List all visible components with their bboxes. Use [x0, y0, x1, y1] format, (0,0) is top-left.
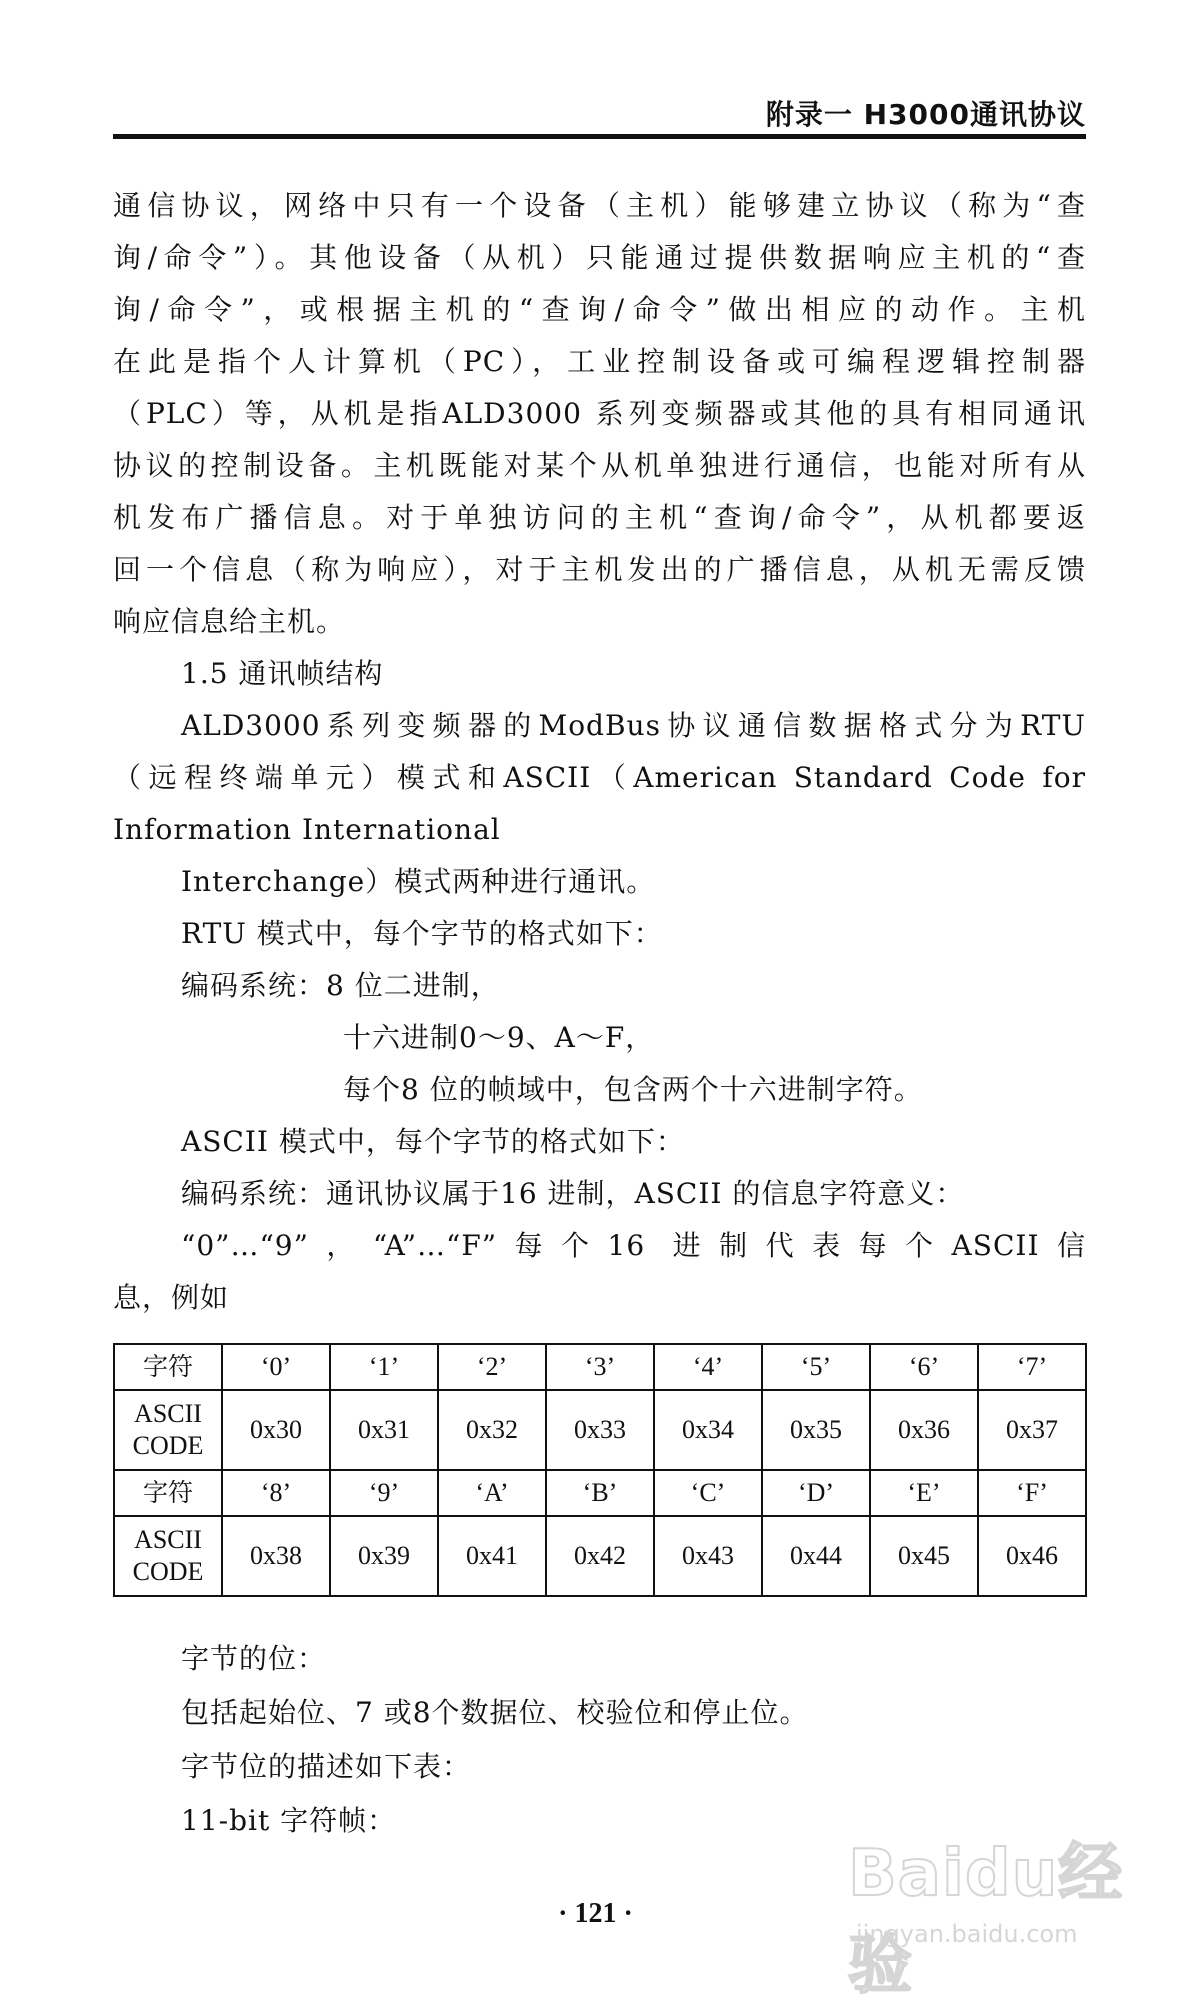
table-cell: ‘0’ — [222, 1344, 330, 1390]
row-label-code-line1: ASCII — [134, 1399, 202, 1428]
text-line: 询/命令”）。其他设备（从机）只能通过提供数据响应主机的“查 — [113, 241, 1086, 274]
table-cell: ‘5’ — [762, 1344, 870, 1390]
after-table-text — [113, 1632, 1086, 1848]
table-row — [114, 1516, 1086, 1596]
table-cell: ‘4’ — [654, 1344, 762, 1390]
text-line: 机发布广播信息。对于单独访问的主机“查询/命令”，从机都要返 — [113, 501, 1086, 534]
table-cell: ‘8’ — [222, 1470, 330, 1516]
text-line: （PLC）等，从机是指ALD3000 系列变频器或其他的具有相同通讯 — [113, 397, 1086, 430]
table-cell: 0x37 — [978, 1390, 1086, 1470]
row-label-char: 字符 — [114, 1470, 222, 1516]
table-cell: 0x34 — [654, 1390, 762, 1470]
table-cell: 0x33 — [546, 1390, 654, 1470]
table-cell: ‘A’ — [438, 1470, 546, 1516]
row-label-code-line2: CODE — [132, 1557, 204, 1586]
page-number: · 121 · — [558, 1898, 633, 1929]
table-cell: ‘1’ — [330, 1344, 438, 1390]
running-header — [113, 84, 1086, 132]
baidu-watermark — [848, 1822, 1178, 2003]
text-line: 询/命令”，或根据主机的“查询/命令”做出相应的动作。主机 — [113, 293, 1086, 326]
row-label-code — [114, 1516, 222, 1596]
rtu-coding: 编码系统：8 位二进制， — [181, 969, 500, 1002]
rtu-field: 每个8 位的帧域中，包含两个十六进制字符。 — [343, 1073, 923, 1106]
table-cell: 0x39 — [330, 1516, 438, 1596]
table-cell: 0x35 — [762, 1390, 870, 1470]
table-cell: ‘E’ — [870, 1470, 978, 1516]
table-row — [114, 1470, 1086, 1516]
table-cell: 0x45 — [870, 1516, 978, 1596]
ascii-example-cont: 息，例如 — [113, 1281, 230, 1314]
text-line: 在此是指个人计算机（PC），工业控制设备或可编程逻辑控制器 — [113, 345, 1086, 378]
table-cell: ‘C’ — [654, 1470, 762, 1516]
text-line: 回一个信息（称为响应），对于主机发出的广播信息，从机无需反馈 — [113, 553, 1086, 586]
table-cell: 0x46 — [978, 1516, 1086, 1596]
table-cell: ‘F’ — [978, 1470, 1086, 1516]
row-label-char: 字符 — [114, 1344, 222, 1390]
text-line: （远程终端单元）模式和ASCII（American Standard Code for — [113, 761, 1086, 794]
table-cell: ‘3’ — [546, 1344, 654, 1390]
table-cell: 0x30 — [222, 1390, 330, 1470]
section-heading: 1.5 通讯帧结构 — [181, 657, 384, 690]
table-cell: ‘2’ — [438, 1344, 546, 1390]
ascii-example: “0”…“9”，“A”…“F”每个16 进制代表每个ASCII信 — [181, 1229, 1086, 1262]
main-text — [113, 180, 1086, 1324]
ascii-coding: 编码系统：通讯协议属于16 进制，ASCII 的信息字符意义： — [181, 1177, 965, 1210]
text-line: 11-bit 字符帧： — [181, 1804, 397, 1837]
table-cell: 0x42 — [546, 1516, 654, 1596]
table-cell: ‘7’ — [978, 1344, 1086, 1390]
table-cell: 0x38 — [222, 1516, 330, 1596]
table-row — [114, 1344, 1086, 1390]
text-line: Interchange）模式两种进行通讯。 — [181, 865, 656, 898]
table-cell: 0x32 — [438, 1390, 546, 1470]
ascii-table — [113, 1343, 1087, 1597]
text-line: 响应信息给主机。 — [113, 605, 346, 638]
ascii-intro: ASCII 模式中，每个字节的格式如下： — [181, 1125, 685, 1158]
text-line: ALD3000系列变频器的ModBus协议通信数据格式分为RTU — [181, 709, 1086, 742]
table-cell: 0x36 — [870, 1390, 978, 1470]
table-cell: 0x31 — [330, 1390, 438, 1470]
row-label-code-line1: ASCII — [134, 1525, 202, 1554]
table-cell: ‘B’ — [546, 1470, 654, 1516]
table-cell: ‘9’ — [330, 1470, 438, 1516]
text-line: 协议的控制设备。主机既能对某个从机单独进行通信，也能对所有从 — [113, 449, 1086, 482]
text-line: Information International — [113, 813, 501, 846]
table-cell: 0x41 — [438, 1516, 546, 1596]
watermark-url: jingyan.baidu.com — [856, 1920, 1078, 1948]
text-line: 包括起始位、7 或8个数据位、校验位和停止位。 — [181, 1696, 809, 1729]
row-label-code — [114, 1390, 222, 1470]
row-label-code-line2: CODE — [132, 1431, 204, 1460]
text-line: 字节位的描述如下表： — [181, 1750, 472, 1783]
table-cell: ‘D’ — [762, 1470, 870, 1516]
rtu-hex: 十六进制0～9、A～F， — [343, 1021, 655, 1054]
baidu-logo: Baidu经验 — [848, 1837, 1124, 2003]
header-title: 附录一 H3000通讯协议 — [765, 98, 1086, 131]
text-line: 通信协议，网络中只有一个设备（主机）能够建立协议（称为“查 — [113, 189, 1086, 222]
table-cell: ‘6’ — [870, 1344, 978, 1390]
table-cell: 0x44 — [762, 1516, 870, 1596]
text-line: 字节的位： — [181, 1642, 327, 1675]
table-row — [114, 1390, 1086, 1470]
header-rule — [113, 134, 1086, 139]
rtu-intro: RTU 模式中，每个字节的格式如下： — [181, 917, 663, 950]
table-cell: 0x43 — [654, 1516, 762, 1596]
